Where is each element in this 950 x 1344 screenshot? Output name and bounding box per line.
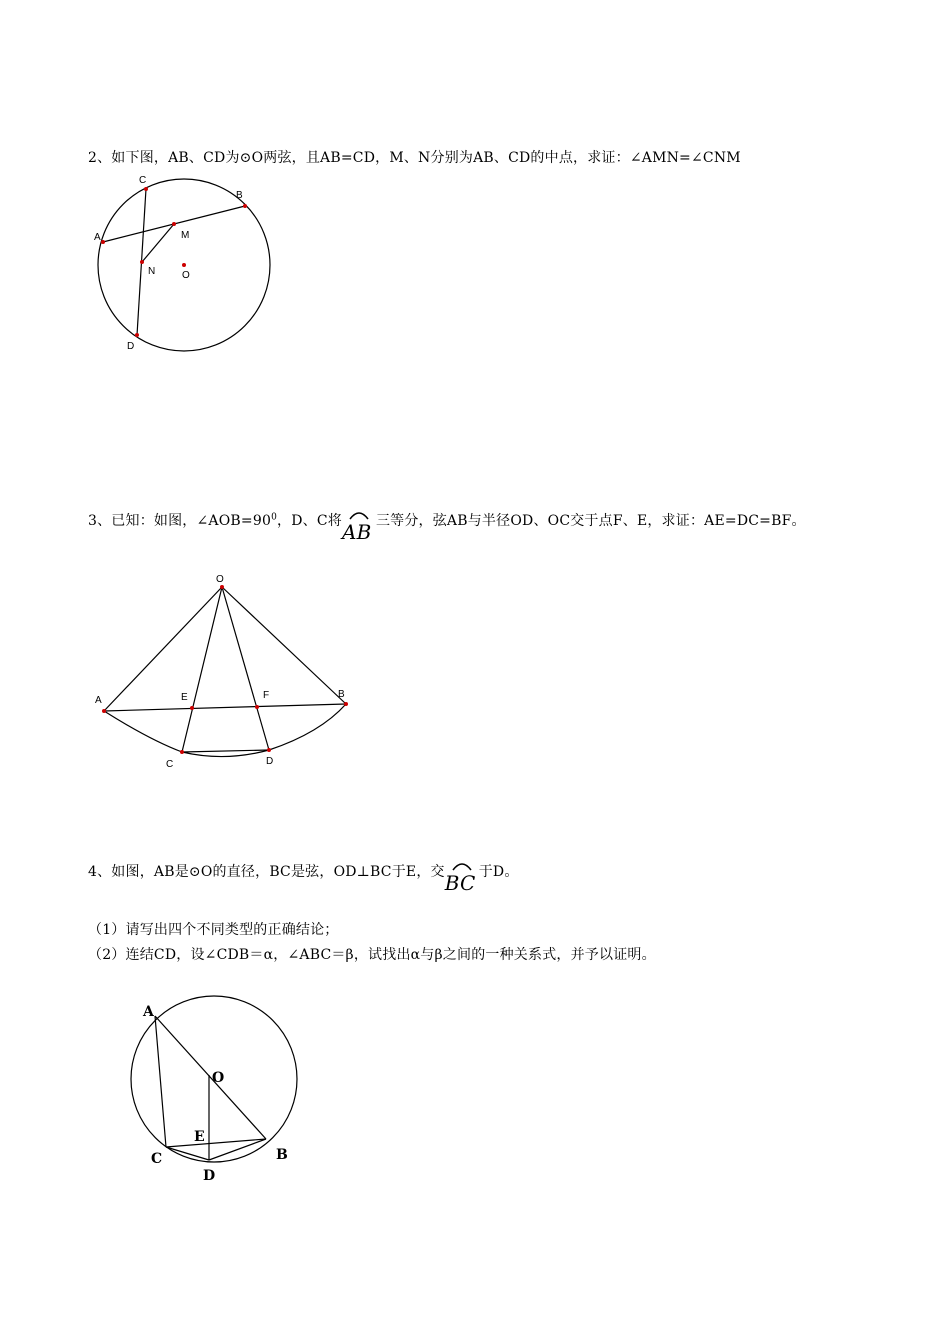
label-a: A <box>94 232 101 243</box>
q3-prefix: 3、已知：如图，∠AOB=90 <box>88 513 272 529</box>
label-d: D <box>127 341 135 352</box>
question-4-part-1: （1）请写出四个不同类型的正确结论； <box>88 922 339 938</box>
question-2-text: 2、如下图，AB、CD为⊙O两弦，且AB=CD，M、N分别为AB、CD的中点，求证：∠AMN=∠CNM <box>88 150 741 166</box>
label-c: C <box>139 175 147 186</box>
q3-mid: ，D、C将 <box>277 513 342 529</box>
chord-ac <box>155 1016 166 1147</box>
diameter-ab <box>155 1016 266 1139</box>
question-4-part-2: （2）连结CD，设∠CDB＝α，∠ABC＝β，试找出α与β之间的一种关系式，并予以证明。 <box>88 947 656 963</box>
label-d: D <box>203 1168 216 1184</box>
label-b: B <box>338 689 345 700</box>
q3-degree-sup: 0 <box>271 512 277 523</box>
label-b: B <box>236 190 243 201</box>
label-d: D <box>266 756 274 767</box>
label-c: C <box>151 1151 163 1167</box>
label-a: A <box>143 1004 154 1020</box>
label-e: E <box>181 692 188 703</box>
label-a: A <box>95 695 102 706</box>
label-o: O <box>182 270 190 281</box>
arc-bc-label: BC <box>444 871 476 895</box>
q4-prefix: 4、如图，AB是⊙O的直径，BC是弦，OD⊥BC于E，交 <box>88 864 445 880</box>
label-f: F <box>263 690 270 701</box>
q4-suffix: 于D。 <box>478 864 519 880</box>
label-o: O <box>212 1070 225 1086</box>
arc-ab-label: AB <box>341 520 372 544</box>
label-m: M <box>181 230 190 241</box>
label-b: B <box>276 1147 288 1163</box>
chord-bc <box>166 1139 266 1147</box>
label-n: N <box>148 266 156 277</box>
q3-suffix: 三等分，弦AB与半径OD、OC交于点F、E，求证：AE=DC=BF。 <box>375 513 806 529</box>
label-o: O <box>216 574 224 585</box>
label-e: E <box>194 1129 205 1145</box>
label-c: C <box>166 759 174 770</box>
